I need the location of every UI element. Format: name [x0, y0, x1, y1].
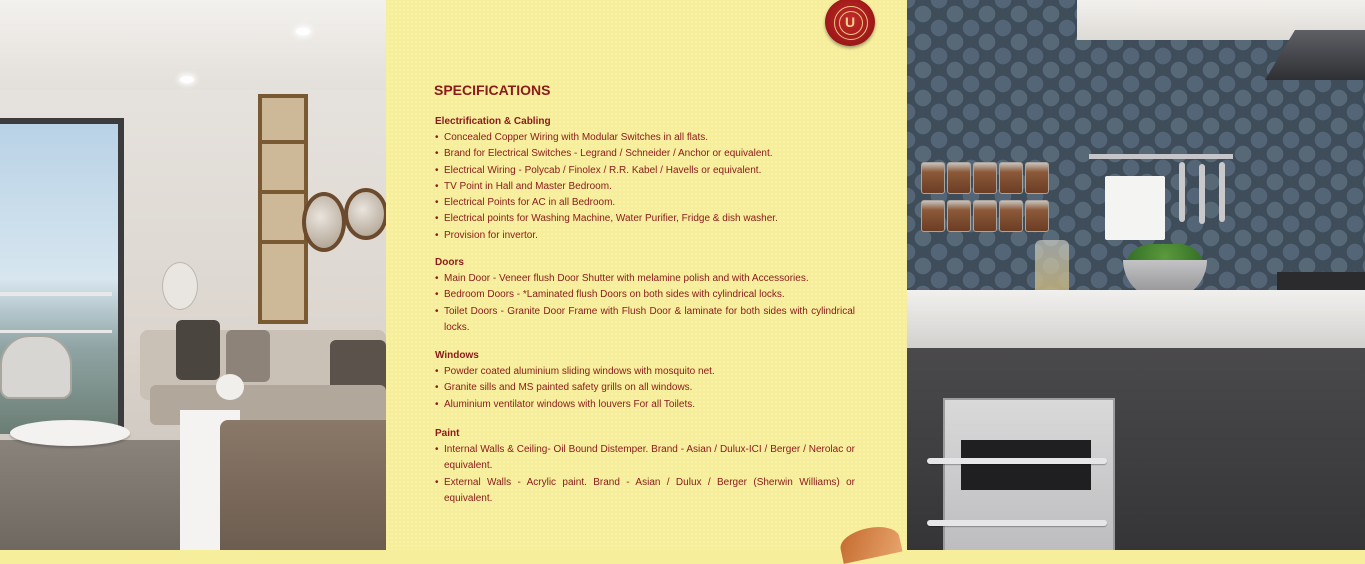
page-title: SPECIFICATIONS	[434, 82, 551, 98]
list-item: • TV Point in Hall and Master Bedroom.	[435, 179, 855, 195]
ceiling	[0, 0, 386, 90]
pendant-lamp	[162, 262, 198, 310]
section-windows	[435, 348, 855, 413]
section-heading: Doors	[435, 257, 464, 268]
list-item: • Concealed Copper Wiring with Modular Switches in all flats.	[435, 130, 855, 146]
wall-mirror	[302, 192, 346, 252]
list-item: • Provision for invertor.	[435, 228, 855, 244]
section-electrification	[435, 114, 855, 244]
shelf-board	[258, 190, 308, 194]
list-item: • Brand for Electrical Switches - Legrand / Schneider / Anchor or equivalent.	[435, 146, 855, 162]
spice-jar	[921, 200, 945, 232]
section-heading: Electrification & Cabling	[435, 116, 551, 127]
spice-jar	[973, 200, 997, 232]
brand-logo	[825, 0, 875, 46]
hand-towel	[1105, 176, 1165, 240]
balcony-chair	[0, 335, 72, 399]
spice-jar	[947, 200, 971, 232]
spice-jar	[1025, 200, 1049, 232]
ladle	[1179, 162, 1185, 222]
list-item: • Main Door - Veneer flush Door Shutter with melamine polish and with Accessories.	[435, 271, 855, 287]
ceiling-light	[296, 28, 310, 35]
vase	[216, 374, 244, 400]
living-room-photo	[0, 0, 386, 550]
list-item: • Powder coated aluminium sliding windows with mosquito net.	[435, 364, 855, 380]
list-item: • Aluminium ventilator windows with louvers For all Toilets.	[435, 397, 855, 413]
spice-rack	[917, 160, 1057, 236]
coffee-table	[10, 420, 130, 446]
spatula	[1199, 164, 1205, 224]
spice-jar	[1025, 162, 1049, 194]
sofa-pillow	[176, 320, 220, 380]
spice-jar	[999, 200, 1023, 232]
list-item: • Internal Walls & Ceiling- Oil Bound Distemper. Brand - Asian / Dulux-ICI / Berger / Nerolac or equivalent.	[435, 442, 855, 475]
ceiling-light	[180, 76, 194, 83]
shelf-board	[258, 240, 308, 244]
list-item: • Electrical Wiring - Polycab / Finolex / R.R. Kabel / Havells or equivalent.	[435, 163, 855, 179]
section-doors	[435, 255, 855, 336]
list-item: • Bedroom Doors - *Laminated flush Doors on both sides with cylindrical locks.	[435, 287, 855, 303]
oven-handle	[927, 520, 1107, 526]
utensil-rail	[1089, 154, 1233, 159]
list-item: • Electrical points for Washing Machine, Water Purifier, Fridge & dish washer.	[435, 211, 855, 227]
section-heading: Windows	[435, 350, 479, 361]
oven-window	[961, 440, 1091, 490]
balcony-railing	[0, 330, 112, 333]
spice-jar	[947, 162, 971, 194]
whisk	[1219, 162, 1225, 222]
balcony-railing	[0, 292, 112, 296]
oven-handle	[927, 458, 1107, 464]
list-item: • Electrical Points for AC in all Bedroom.	[435, 195, 855, 211]
section-heading: Paint	[435, 428, 460, 439]
spice-jar	[999, 162, 1023, 194]
shelf-board	[258, 140, 308, 144]
bookshelf	[258, 94, 308, 324]
section-paint	[435, 426, 855, 507]
wall-mirror	[344, 188, 386, 240]
kitchen-photo	[907, 0, 1365, 550]
logo-letter: U	[844, 14, 856, 30]
list-item: • Toilet Doors - Granite Door Frame with Flush Door & laminate for both sides with cylindrical locks.	[435, 304, 855, 337]
list-item: • External Walls - Acrylic paint. Brand - Asian / Dulux / Berger (Sherwin Williams) or equivalent.	[435, 475, 855, 508]
spice-jar	[973, 162, 997, 194]
spice-jar	[921, 162, 945, 194]
marble-countertop	[907, 290, 1365, 348]
sofa-chaise	[220, 420, 386, 550]
list-item: • Granite sills and MS painted safety grills on all windows.	[435, 380, 855, 396]
